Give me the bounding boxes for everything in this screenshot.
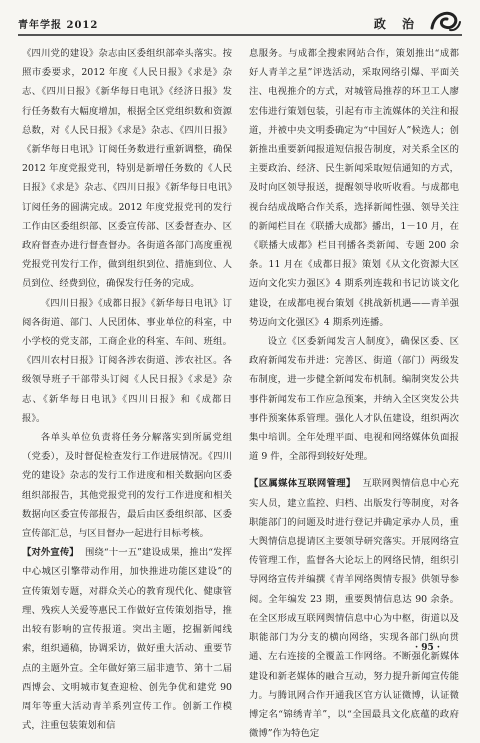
section-paragraph	[22, 543, 232, 735]
section-paragraph	[249, 474, 459, 743]
paragraph: 各单头单位负责将任务分解落实到所属党组（党委），及时督促检查发行工作进展情况。《四川党的建设》杂志的发行工作进度和相关数据向区委组织部报告，其他党报党刊的发行工作进度和相关数据向区委宣传部报告，最后由区委组织部、区委宣传部汇总，与区目督办一起进行目标考核。	[22, 432, 232, 540]
section-heading: 【区属媒体互联网管理】	[249, 478, 356, 490]
journal-title: 青年学报 2012	[18, 20, 99, 31]
right-column	[249, 44, 459, 743]
page-number: · 95 ·	[414, 643, 440, 653]
paragraph: 息服务。与成都全搜索网站合作，策划推出“成都好人青羊之星”评选活动，采取网络引爆、平面关注、电视推介的方式，对城管局推荐的环卫工人廖宏伟进行策划包装，引起有市主流媒体的关注和报道，并被中央文明委确定为“中国好人”候选人；创新推出重要新闻报道短信报告制度，对关系全区的主要政治、经济、民生新闻采取短信通知的方式，及时向区领导报送，提醒领导收听收看。与成都电视台结成战略合作关系，选择新闻性强、领导关注的新闻栏目在《联播大成都》播出，1－10 月，在《联播大成都》栏目刊播各类新闻、专题 200 余条。11 月在《成都日报》策划《从文化资源大区迈向文化实力强区》4 期系列连载和书记访谈文化建设，在成都电视台策划《挑战新机遇——青羊强势迈向文化强区》4 期系列连播。	[249, 48, 459, 328]
paragraph-text: 围绕“十一五”建设成果，推出“发挥中心城区引擎带动作用，加快推进功能区建设”的宣传策划专题，对群众关心的教育现代化、健康管理、残疾人关爱等惠民工作做好宣传策划指导，推出较有影响的宣传报道。突出主题，挖掘新闻线索，组织通稿，协调采访，做好重大活动、重要节点的主题外宣。全年做好第三届非遗节、第十二届西博会、文明城市复查迎检、创先争优和建党 90 周年等重大活动青羊系列宣传工作。创新工作模式，注重包装策划和信	[22, 547, 232, 732]
section-title: 政 治	[373, 17, 420, 31]
left-column	[22, 44, 232, 735]
paragraph: 《四川党的建设》杂志由区委组织部牵头落实。按照市委要求，2012 年度《人民日报》《求是》杂志、《四川日报》《新华每日电讯》《经济日报》发行任务数有大幅度增加，根据全区党组织数和资源总数，对《人民日报》《求是》杂志、《四川日报》《新华每日电讯》订阅任务数进行重新调整，确保 2012 年度党报党刊，特别是新增任务数的《人民日报》《求是》杂志、《四川日报》《新华每日电讯》订阅任务的圆满完成。2012 年度党报党刊的发行工作由区委组织部、区委宣传部、区委督查办、区政府督查办进行督查督办。各街道各部门高度重视党报党刊发行工作，做到组织到位、措施到位、人员到位、经费到位，确保发行任务的完成。	[22, 48, 232, 290]
section-heading: 【对外宣传】	[22, 547, 79, 559]
paragraph: 《四川日报》《成都日报》《新华每日电讯》订阅各街道、部门、人民团体、事业单位的科室，中小学校的党支部，工商企业的科室、车间、班组。《四川农村日报》订阅各涉农街道、涉农社区。各级领导班子干部带头订阅《人民日报》《求是》杂志、《新华每日电讯》《四川日报》和《成都日报》。	[22, 297, 232, 424]
paragraph-text: 互联网舆情信息中心充实人员，建立监控、归档、出版发行等制度，对各职能部门的问题及时进行登记并确定承办人员，重大舆情信息提请区主要领导研究落实。开展网络宣传管理工作，监督各大论坛上的网络民情，组织引导网络宣传并编撰《青羊网络舆情专报》供领导参阅。全年编发 23 期，重要舆情信息达 90 余条。在全区形成互联网舆情信息中心为中枢，街道以及职能部门为分支的横向网络，实现各部门纵向贯通、左右连接的全覆盖工作网络。不断强化新媒体建设和新老媒体的融合互动，努力提升新闻宣传能力。与腾讯网合作开通我区官方认证微博，认证微博定名“锦绣青羊”，以“全国最具文化底蕴的政府微博”作为特色定	[249, 478, 459, 740]
swirl-logo-icon	[428, 6, 462, 36]
paragraph: 设立《区委新闻发言人制度》，确保区委、区政府新闻发布并进：完善区、街道（部门）两级发布制度，进一步健全新闻发布机制。编制突发公共事件新闻发布工作应急预案，并纳入全区突发公共事件预案体系管理。强化人才队伍建设，组织两次集中培训。全年处理平面、电视和网络媒体负面报道 9 件，全部得到较好处理。	[249, 336, 459, 463]
page-header	[18, 12, 462, 36]
